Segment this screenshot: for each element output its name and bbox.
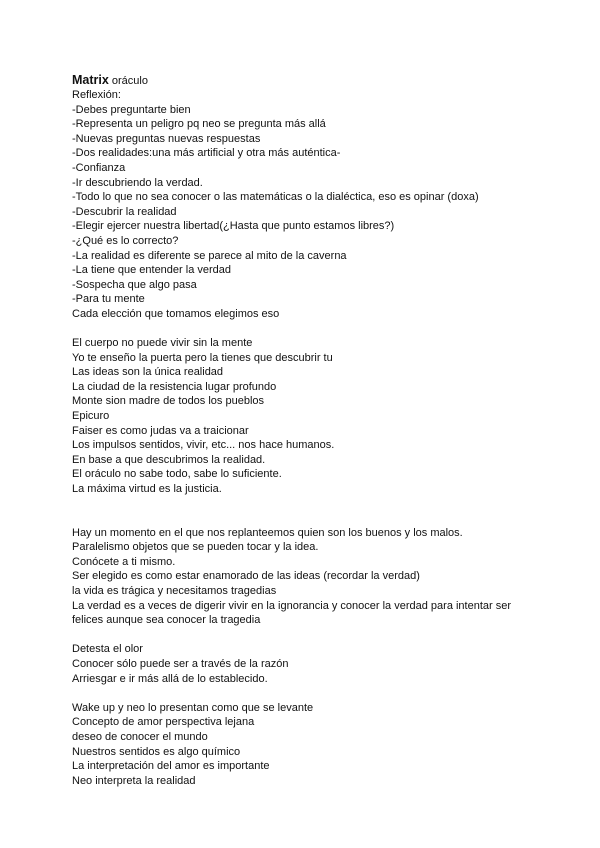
text-line: El cuerpo no puede vivir sin la mente: [72, 337, 253, 350]
title-rest: oráculo: [108, 75, 148, 87]
text-line: -Dos realidades:una más artificial y otra más auténtica-: [72, 147, 341, 160]
text-line: -Elegir ejercer nuestra libertad(¿Hasta que punto estamos libres?): [72, 220, 395, 233]
text-line: -Confianza: [72, 161, 126, 174]
text-line: Faiser es como judas va a traicionar: [72, 424, 249, 437]
text-line: Las ideas son la única realidad: [72, 366, 224, 379]
text-line: Los impulsos sentidos, vivir, etc... nos hace humanos.: [72, 439, 335, 452]
text-line: Wake up y neo lo presentan como que se levante: [72, 701, 314, 714]
text-line: Epicuro: [72, 410, 110, 423]
title-bold: Matrix: [72, 73, 109, 87]
text-line: La ciudad de la resistencia lugar profundo: [72, 380, 277, 393]
text-line: -Para tu mente: [72, 293, 145, 306]
text-line: Detesta el olor: [72, 643, 143, 656]
text-line: -Representa un peligro pq neo se pregunta más allá: [72, 118, 326, 131]
text-line: Yo te enseño la puerta pero la tienes que descubrir tu: [72, 351, 333, 364]
text-line: Hay un momento en el que nos replanteemos quien son los buenos y los malos.: [72, 526, 463, 539]
reflection-heading: Reflexión:: [72, 89, 121, 101]
text-line: Cada elección que tomamos elegimos eso: [72, 307, 280, 320]
paragraph-gap: [72, 686, 572, 701]
text-line: Concepto de amor perspectiva lejana: [72, 716, 255, 729]
text-line: La interpretación del amor es importante: [72, 760, 270, 773]
text-line: -Todo lo que no sea conocer o las matemáticas o la dialéctica, eso es opinar (doxa): [72, 191, 479, 204]
text-line: -Sospecha que algo pasa: [72, 278, 197, 291]
section-4: [72, 642, 572, 686]
text-line: Arriesgar e ir más allá de lo establecido.: [72, 672, 268, 685]
text-line: -Descubrir la realidad: [72, 205, 177, 218]
text-line: -¿Qué es lo correcto?: [72, 234, 179, 247]
paragraph-gap: [72, 497, 572, 526]
text-line: felices aunque sea conocer la tragedia: [72, 614, 261, 627]
text-line: deseo de conocer el mundo: [72, 730, 208, 743]
text-line: En base a que descubrimos la realidad.: [72, 453, 266, 466]
section-2: [72, 336, 572, 497]
text-line: Nuestros sentidos es algo químico: [72, 745, 241, 758]
section-1: [72, 103, 572, 322]
text-line: la vida es trágica y necesitamos tragedias: [72, 585, 277, 597]
document-title: [72, 72, 572, 88]
text-line: La máxima virtud es la justicia.: [72, 483, 222, 496]
text-line: El oráculo no sabe todo, sabe lo suficiente.: [72, 468, 282, 481]
text-line: La verdad es a veces de digerir vivir en la ignorancia y conocer la verdad para intentar ser: [72, 599, 512, 612]
text-line: Ser elegido es como estar enamorado de las ideas (recordar la verdad): [72, 570, 420, 583]
text-line: Conocer sólo puede ser a través de la razón: [72, 657, 289, 670]
text-line: Neo interpreta la realidad: [72, 774, 196, 787]
text-line: -Nuevas preguntas nuevas respuestas: [72, 132, 261, 145]
paragraph-gap: [72, 628, 572, 643]
text-line: Monte sion madre de todos los pueblos: [72, 395, 265, 408]
text-line: -Debes preguntarte bien: [72, 103, 191, 116]
document-page: [72, 72, 572, 788]
text-line: Paralelismo objetos que se pueden tocar y la idea.: [72, 541, 319, 554]
section-5: [72, 701, 572, 789]
text-line: -La tiene que entender la verdad: [72, 264, 232, 277]
section-3: [72, 526, 572, 628]
paragraph-gap: [72, 322, 572, 337]
text-line: Conócete a ti mismo.: [72, 555, 176, 568]
text-line: -La realidad es diferente se parece al mito de la caverna: [72, 249, 347, 262]
text-line: -Ir descubriendo la verdad.: [72, 176, 203, 189]
